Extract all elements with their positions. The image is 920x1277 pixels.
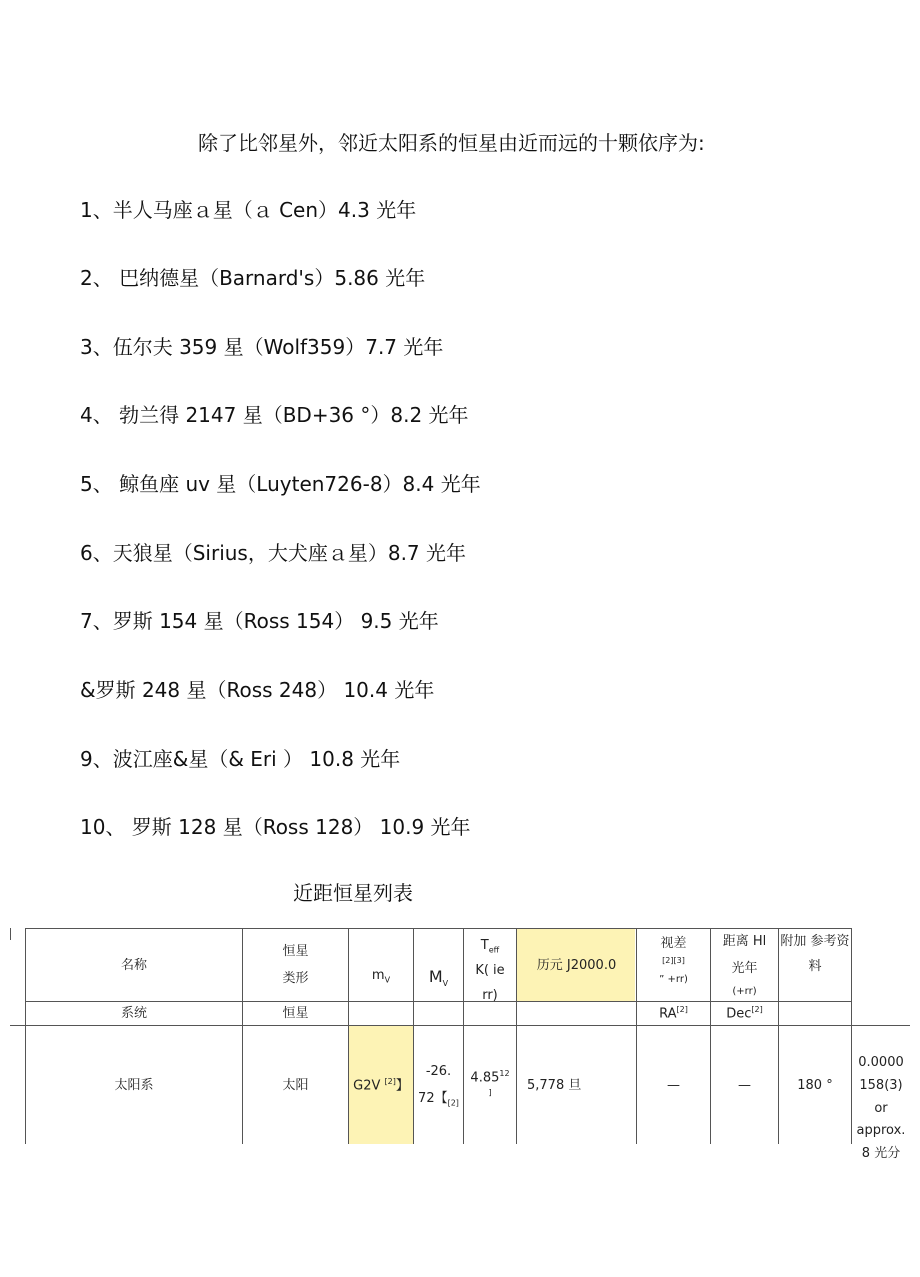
row-parallax: 180 ° <box>797 1078 833 1093</box>
row-teff: 5,778 旦 <box>527 1078 582 1093</box>
list-item: 1、半人马座ａ星（ａ Cen）4.3 光年 <box>80 198 417 222</box>
list-item: 5、 鲸鱼座 uv 星（Luyten726-8）8.4 光年 <box>80 472 481 496</box>
list-item: 7、罗斯 154 星（Ross 154） 9.5 光年 <box>80 609 439 633</box>
row-apparent-magnitude: -26. 72【$_{[2]}$ <box>418 1064 459 1108</box>
list-item: 6、天狼星（Sirius，大犬座ａ星）8.7 光年 <box>80 541 467 565</box>
list-item: 9、波江座&星（& Eri ） 10.8 光年 <box>80 747 401 771</box>
page-title: 除了比邻星外，邻近太阳系的恒星由近而远的十颗依序为: <box>198 131 705 155</box>
row-spectral-type: G2V [2]】 <box>353 1077 409 1094</box>
row-system: 太阳系 <box>114 1078 154 1093</box>
list-item: 3、伍尔夫 359 星（Wolf359）7.7 光年 <box>80 335 444 359</box>
header-name: 名称 <box>120 958 147 973</box>
nearby-stars-table <box>10 928 910 1161</box>
header-type: 恒星 类形 <box>282 944 309 986</box>
row-distance: 0.0000 158(3) or approx. 8 光分 <box>856 1055 906 1161</box>
subheader-dec: Dec[2] <box>726 1005 763 1022</box>
row-absolute-magnitude: 4.85$^{12}$ ] <box>470 1069 510 1098</box>
list-item: 10、 罗斯 128 星（Ross 128） 10.9 光年 <box>80 815 471 839</box>
header-apparent-magnitude: $m_V$ <box>371 968 391 985</box>
header-absolute-magnitude: $M_V$ <box>428 967 449 989</box>
header-extra-references: 附加 参考资 料 <box>780 934 850 974</box>
row-star: 太阳 <box>282 1078 309 1093</box>
header-teff: $T_{eff}$ K( ie rr) <box>475 938 505 1004</box>
list-item: 2、 巴纳德星（Barnard's）5.86 光年 <box>80 266 426 290</box>
header-epoch: 历元 J2000.0 <box>536 958 617 973</box>
list-item: &罗斯 248 星（Ross 248） 10.4 光年 <box>80 678 435 702</box>
table-title: 近距恒星列表 <box>293 881 413 905</box>
header-distance: 距离 Hl 光年 (+rr) <box>722 934 767 997</box>
row-dec: — <box>738 1078 751 1093</box>
subheader-system: 系统 <box>120 1006 147 1021</box>
subheader-star: 恒星 <box>282 1006 309 1021</box>
subheader-ra: RA[2] <box>659 1005 688 1022</box>
row-ra: — <box>667 1078 680 1093</box>
list-item: 4、 勃兰得 2147 星（BD+36 °）8.2 光年 <box>80 403 469 427</box>
header-parallax: 视差 [2][3] ” +rr) <box>659 936 688 985</box>
